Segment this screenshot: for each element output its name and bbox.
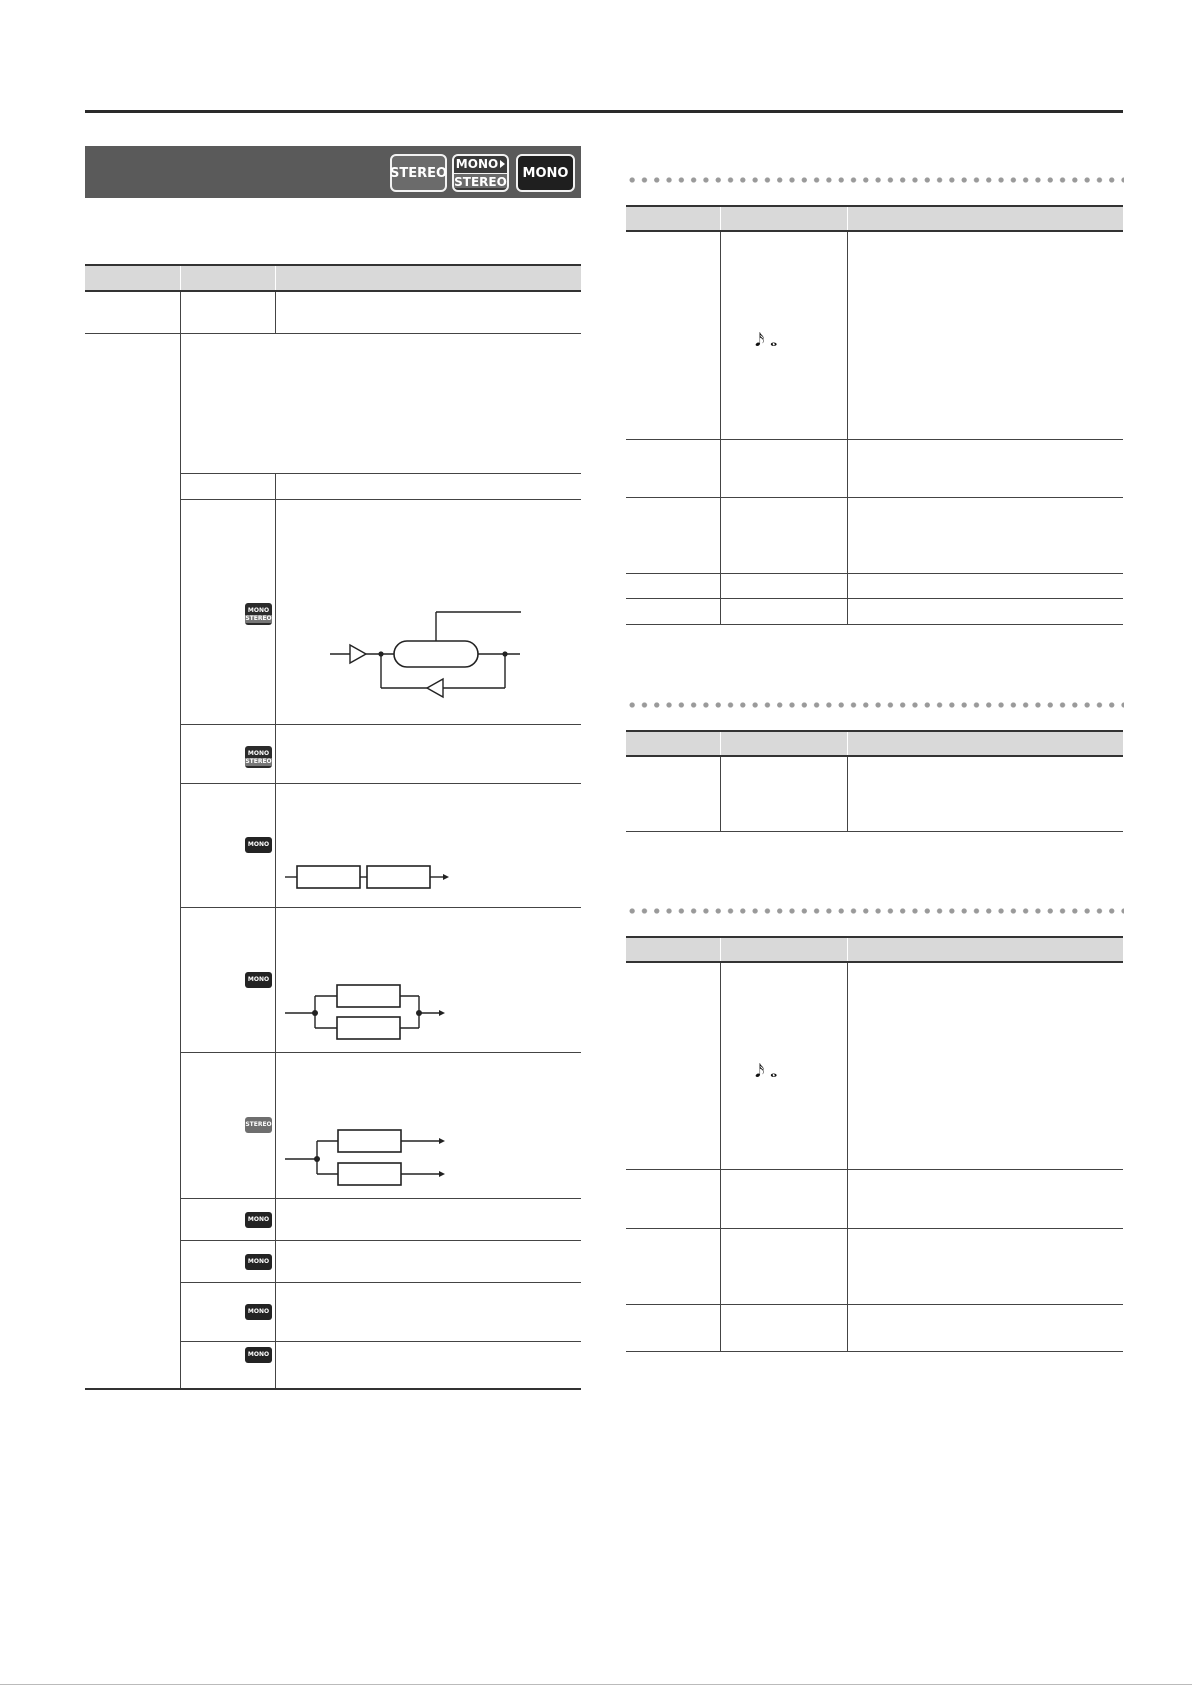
- right-table-1-row-rule: [626, 598, 1123, 599]
- right-table-2-header-divider: [720, 732, 721, 755]
- mono-small-badge: [245, 1254, 272, 1270]
- right-table-1-col-divider: [720, 232, 721, 624]
- right-table-3-bottom-rule: [626, 1351, 1123, 1352]
- mono-small-badge-label: MONO: [247, 1351, 270, 1358]
- left-table-row-rule: [180, 473, 581, 474]
- right-table-1-col-divider: [847, 232, 848, 624]
- mono-stereo-small-badge: [245, 746, 272, 768]
- right-table-1-header-divider: [720, 207, 721, 230]
- mono-badge-label: MONO: [522, 165, 569, 181]
- mono-stereo-badge: [452, 154, 509, 192]
- mono-small-badge: [245, 1304, 272, 1320]
- stereo-badge: [390, 154, 447, 192]
- left-table-row-rule: [180, 907, 581, 908]
- right-table-2-col-divider: [720, 757, 721, 831]
- mono-stereo-small-badge-top: MONO: [247, 606, 270, 614]
- left-table-col-divider: [180, 292, 181, 333]
- right-table-2-header: [626, 730, 1123, 757]
- mono-small-badge-label: MONO: [247, 1216, 270, 1223]
- mono-small-badge: [245, 837, 272, 853]
- section-divider-dotted: [626, 908, 1124, 914]
- arrow-right-icon: [500, 160, 505, 168]
- left-table-col-divider: [275, 473, 276, 1388]
- top-rule: [85, 110, 1123, 113]
- left-table-row-rule: [180, 1198, 581, 1199]
- stereo-badge-label: STEREO: [389, 165, 448, 181]
- mono-stereo-small-badge-bottom: STEREO: [245, 614, 272, 622]
- mono-stereo-badge-bottom: STEREO: [454, 175, 507, 189]
- left-table-row-rule: [180, 1052, 581, 1053]
- right-table-3-row-rule: [626, 1304, 1123, 1305]
- mono-stereo-badge-top: [456, 158, 505, 170]
- left-table-row-rule: [180, 783, 581, 784]
- mono-small-badge-label: MONO: [247, 1308, 270, 1315]
- parallel-stereo-diagram: [285, 1125, 455, 1187]
- right-table-1-bottom-rule: [626, 624, 1123, 625]
- mono-small-badge: [245, 972, 272, 988]
- right-table-1-row-rule: [626, 497, 1123, 498]
- note-value-icon: 𝅘𝅥𝅯 𝅝: [755, 330, 778, 351]
- left-table-row-rule: [180, 724, 581, 725]
- right-table-3-header-divider: [847, 938, 848, 961]
- feedback-delay-diagram: [330, 608, 530, 698]
- left-table-row-rule: [180, 1240, 581, 1241]
- left-table-header-divider: [275, 266, 276, 290]
- mono-stereo-small-badge-bottom: STEREO: [245, 757, 272, 765]
- series-diagram: [285, 862, 455, 892]
- right-table-2-bottom-rule: [626, 831, 1123, 832]
- left-table-row-rule: [180, 1282, 581, 1283]
- right-table-1-header-divider: [847, 207, 848, 230]
- mono-stereo-badge-top-label: MONO: [455, 157, 499, 171]
- left-table-header-divider: [180, 266, 181, 290]
- right-table-2-header-divider: [847, 732, 848, 755]
- left-table-bottom-rule: [85, 1388, 581, 1390]
- stereo-small-badge: [245, 1117, 272, 1133]
- right-table-3-header: [626, 936, 1123, 963]
- mono-badge: [516, 154, 575, 192]
- left-table-row-rule: [180, 499, 581, 500]
- left-table-row-rule: [180, 1341, 581, 1342]
- effect-header-bar: [85, 146, 581, 198]
- right-table-3-col-divider: [847, 963, 848, 1351]
- right-table-3-col-divider: [720, 963, 721, 1351]
- left-table-col-divider: [275, 292, 276, 333]
- right-table-2-col-divider: [847, 757, 848, 831]
- right-table-3-row-rule: [626, 1228, 1123, 1229]
- mono-small-badge: [245, 1347, 272, 1363]
- mono-small-badge-label: MONO: [247, 841, 270, 848]
- mono-small-badge: [245, 1212, 272, 1228]
- mono-stereo-small-badge-top: MONO: [247, 749, 270, 757]
- parallel-mono-diagram: [285, 980, 455, 1042]
- section-divider-dotted: [626, 702, 1124, 708]
- note-value-icon: 𝅘𝅥𝅯 𝅝: [755, 1061, 778, 1082]
- stereo-small-badge-label: STEREO: [245, 1121, 272, 1128]
- mono-small-badge-label: MONO: [247, 976, 270, 983]
- right-table-3-header-divider: [720, 938, 721, 961]
- left-table-header: [85, 264, 581, 292]
- mono-stereo-small-badge: [245, 603, 272, 625]
- left-table-col-divider: [180, 333, 181, 1388]
- right-table-1-row-rule: [626, 573, 1123, 574]
- right-table-1-header: [626, 205, 1123, 232]
- mono-small-badge-label: MONO: [247, 1258, 270, 1265]
- left-table-row-rule: [85, 333, 581, 334]
- section-divider-dotted: [626, 177, 1124, 183]
- right-table-1-row-rule: [626, 439, 1123, 440]
- right-table-3-row-rule: [626, 1169, 1123, 1170]
